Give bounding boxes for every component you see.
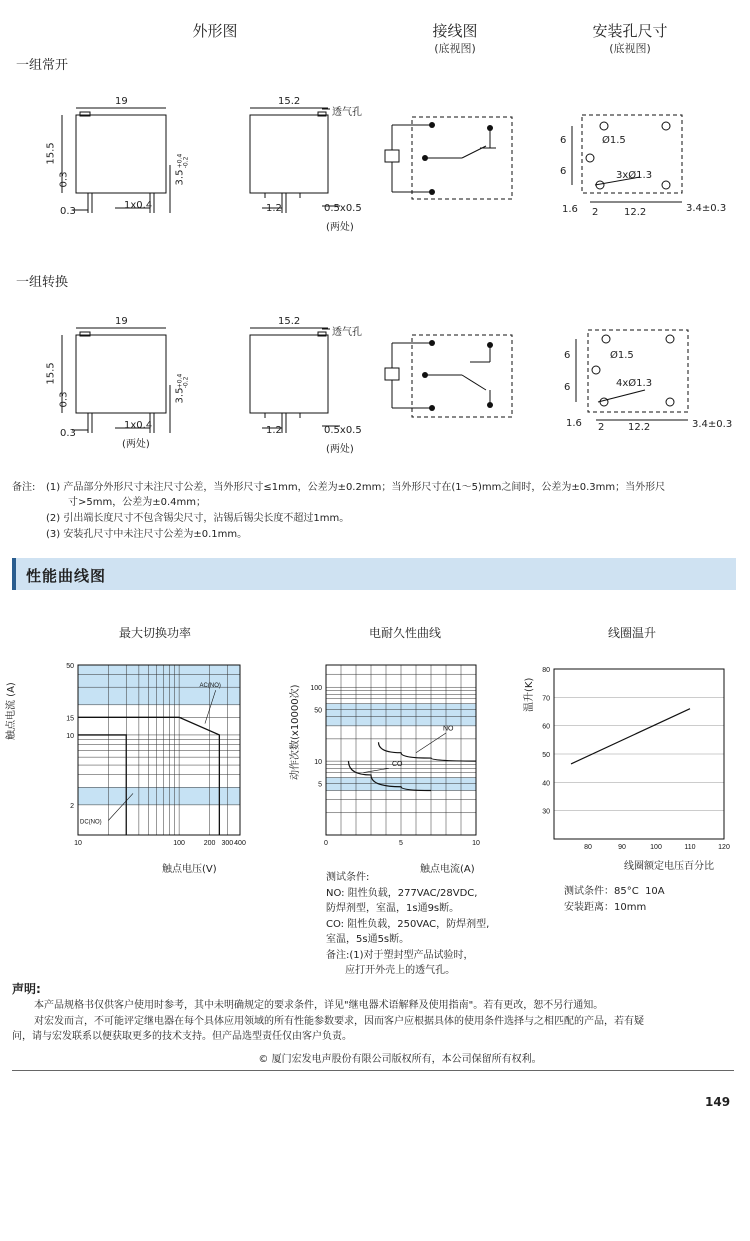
condition-line: CO: 阻性负载，250VAC，防焊剂型, — [326, 918, 490, 930]
chart1-xlabel: 触点电压(V) — [162, 864, 217, 875]
header-wiring: 接线图 — [432, 22, 478, 40]
dim-152-c: 15.2 — [278, 316, 301, 327]
dim-phi15-c: Ø1.5 — [610, 350, 634, 361]
chart1-xtick: 10 — [74, 840, 82, 847]
copyright: © 厦门宏发电声股份有限公司版权所有，本公司保留所有权利。 — [258, 1054, 542, 1065]
chart-title-3: 线圈温升 — [607, 626, 656, 640]
dim-holes-a: 3xØ1.3 — [616, 170, 653, 181]
dim-2-a: 2 — [592, 207, 599, 218]
dim-34-a: 3.4±0.3 — [686, 203, 727, 214]
chart1-xtick: 100 — [173, 840, 185, 847]
disclaimer-p2b: 问，请与宏发联系以便获取更多的技术支持。但产品选型责任仅由客户负责。 — [12, 1031, 352, 1042]
footer-rule — [12, 1070, 734, 1071]
chart-title-2: 电耐久性曲线 — [368, 626, 441, 640]
section-banner — [12, 558, 736, 590]
chart2-ylabel: 动作次数(x10000次) — [290, 684, 301, 780]
chart2-ytick: 100 — [310, 685, 322, 693]
chart1-ylabel: 触点电流 (A) — [6, 682, 17, 740]
chart3-ytick: 70 — [542, 695, 550, 703]
condition-line: 测试条件: — [326, 872, 370, 883]
dim-two-c: (两处) — [326, 444, 354, 455]
chart-title-1: 最大切换功率 — [118, 626, 191, 640]
dim-152-a: 15.2 — [278, 96, 301, 107]
chart1-band-low — [78, 787, 240, 805]
chart1-ytick: 15 — [66, 715, 74, 723]
dim-1x04-c: 1x0.4 — [124, 420, 153, 431]
chart3-ylabel: 温升(K) — [524, 677, 535, 712]
dim-03b-c: 0.3 — [60, 428, 76, 439]
dim-122-a: 12.2 — [624, 207, 647, 218]
chart2-xlabel: 触点电流(A) — [420, 864, 475, 875]
page-number: 149 — [705, 1095, 731, 1109]
notes-label: 备注: — [12, 482, 36, 493]
dim-19-c: 19 — [115, 316, 128, 327]
dim-1x04-a: 1x0.4 — [124, 200, 153, 211]
chart1-ytick: 2 — [70, 802, 74, 810]
dim-34-c: 3.4±0.3 — [692, 419, 733, 430]
dim-35-a: 3.5 — [174, 169, 186, 186]
chart2-ytick: 50 — [314, 707, 322, 715]
dim-tol-a: +0.4 -0.2 — [176, 153, 190, 169]
dim-6a-a: 6 — [560, 135, 567, 146]
dim-two-a: (两处) — [326, 222, 354, 233]
condition-line: 备注:(1)对于塑封型产品试验时， — [326, 949, 474, 961]
chart3-ytick: 50 — [542, 752, 550, 759]
chart3-xtick: 100 — [650, 844, 662, 851]
dim-phi15-a: Ø1.5 — [602, 135, 626, 146]
dim-vent-c: 透气孔 — [332, 327, 362, 338]
dim-16-a: 1.6 — [562, 204, 578, 215]
dim-holes-c: 4xØ1.3 — [616, 378, 653, 389]
chart2-xtick: 10 — [472, 840, 480, 847]
condition-line: 测试条件：85°C 10A — [564, 886, 665, 897]
dim-6a-c: 6 — [564, 350, 571, 361]
dim-two-front-c: (两处) — [122, 439, 150, 450]
dim-03-c: 0.3 — [58, 391, 70, 408]
dim-12-a: 1.2 — [266, 203, 282, 214]
note-3: (3) 安装孔尺寸中未注尺寸公差为±0.1mm。 — [46, 529, 248, 540]
chart3-ytick: 40 — [542, 780, 550, 788]
chart1-series-label-ac: AC(NO) — [199, 683, 221, 690]
disclaimer-p1: 本产品规格书仅供客户使用时参考，其中未明确规定的要求条件，详见"继电器术语解释及使用指南"。若有更改，恕不另行通知。 — [34, 1000, 604, 1011]
disclaimer-p2a: 对宏发而言，不可能评定继电器在每个具体应用领域的所有性能参数要求，因而客户应根据具体的使用条件选择与之相匹配的产品，若有疑 — [34, 1016, 644, 1027]
chart2-ytick: 10 — [314, 759, 322, 767]
chart3-xtick: 90 — [618, 844, 626, 851]
condition-line: 应打开外壳上的透气孔。 — [326, 965, 456, 976]
dim-03-a: 0.3 — [58, 171, 70, 188]
chart2-leader-co — [364, 768, 390, 772]
header-wiring-sub: (底视图) — [434, 42, 476, 55]
chart-temp-rise — [520, 655, 740, 855]
chart1-ytick: 10 — [66, 732, 74, 740]
conditions-endurance — [326, 870, 489, 979]
note-1b: 寸>5mm，公差为±0.4mm； — [68, 497, 206, 508]
condition-line: 安装距离：10mm — [564, 901, 647, 913]
chart1-xtick: 200 — [203, 840, 216, 847]
chart3-xtick: 80 — [584, 844, 592, 851]
condition-line: 室温，5s通5s断。 — [326, 934, 410, 945]
chart3-series-0 — [571, 709, 690, 764]
group-label-form-c: 一组转换 — [16, 275, 69, 290]
dim-35-c: 3.5 — [174, 387, 186, 404]
dim-03b-a: 0.3 — [60, 206, 76, 217]
dim-12-c: 1.2 — [266, 425, 282, 436]
header-outline: 外形图 — [192, 22, 238, 40]
dim-tol-c: +0.4 -0.2 — [176, 373, 190, 389]
chart3-xtick: 110 — [684, 844, 696, 851]
dim-05x05-a: 0.5x0.5 — [324, 203, 362, 214]
group-label-form-a: 一组常开 — [16, 58, 69, 73]
dim-19-a: 19 — [115, 96, 128, 107]
chart1-xtick: 300 — [221, 840, 234, 847]
header-mount: 安装孔尺寸 — [592, 22, 668, 40]
chart2-ytick: 5 — [318, 781, 322, 789]
chart3-ytick: 80 — [542, 667, 550, 674]
header-mount-sub: (底视图) — [609, 42, 651, 55]
dim-2-c: 2 — [598, 422, 605, 433]
disclaimer-heading: 声明: — [12, 982, 41, 996]
dim-122-c: 12.2 — [628, 422, 651, 433]
dim-vent-a: 透气孔 — [332, 107, 362, 118]
chart2-series-label-co: CO — [392, 760, 403, 768]
dim-155-c: 15.5 — [45, 362, 57, 385]
section-title: 性能曲线图 — [26, 567, 107, 585]
dim-6b-c: 6 — [564, 382, 571, 393]
chart1-ytick: 50 — [66, 663, 74, 670]
dim-6b-a: 6 — [560, 166, 567, 177]
chart2-xtick: 5 — [399, 840, 403, 847]
chart-endurance — [290, 655, 510, 875]
chart3-ytick: 60 — [542, 723, 550, 731]
chart3-xtick: 120 — [718, 844, 730, 851]
chart-switching-power — [20, 655, 260, 875]
chart1-series-label-dc: DC(NO) — [80, 819, 102, 826]
chart2-xtick: 0 — [324, 840, 328, 847]
dim-16-c: 1.6 — [566, 418, 582, 429]
chart2-series-label-no: NO — [443, 725, 454, 733]
chart3-xlabel: 线圈额定电压百分比 — [624, 861, 714, 872]
chart1-xtick: 400 — [234, 840, 246, 847]
dim-05x05-c: 0.5x0.5 — [324, 425, 362, 436]
note-2: (2) 引出端长度尺寸不包含锡尖尺寸，沾锡后锡尖长度不超过1mm。 — [46, 513, 350, 524]
condition-line: NO: 阻性负载，277VAC/28VDC, — [326, 887, 478, 899]
chart3-ytick: 30 — [542, 808, 550, 816]
note-1: (1) 产品部分外形尺寸未注尺寸公差，当外形尺寸≤1mm，公差为±0.2mm；当外形尺寸在(1～5)mm之间时，公差为±0.3mm；当外形尺 — [46, 482, 666, 493]
dim-155-a: 15.5 — [45, 142, 57, 165]
conditions-temp — [564, 884, 665, 915]
condition-line: 防焊剂型，室温，1s通9s断。 — [326, 903, 460, 914]
